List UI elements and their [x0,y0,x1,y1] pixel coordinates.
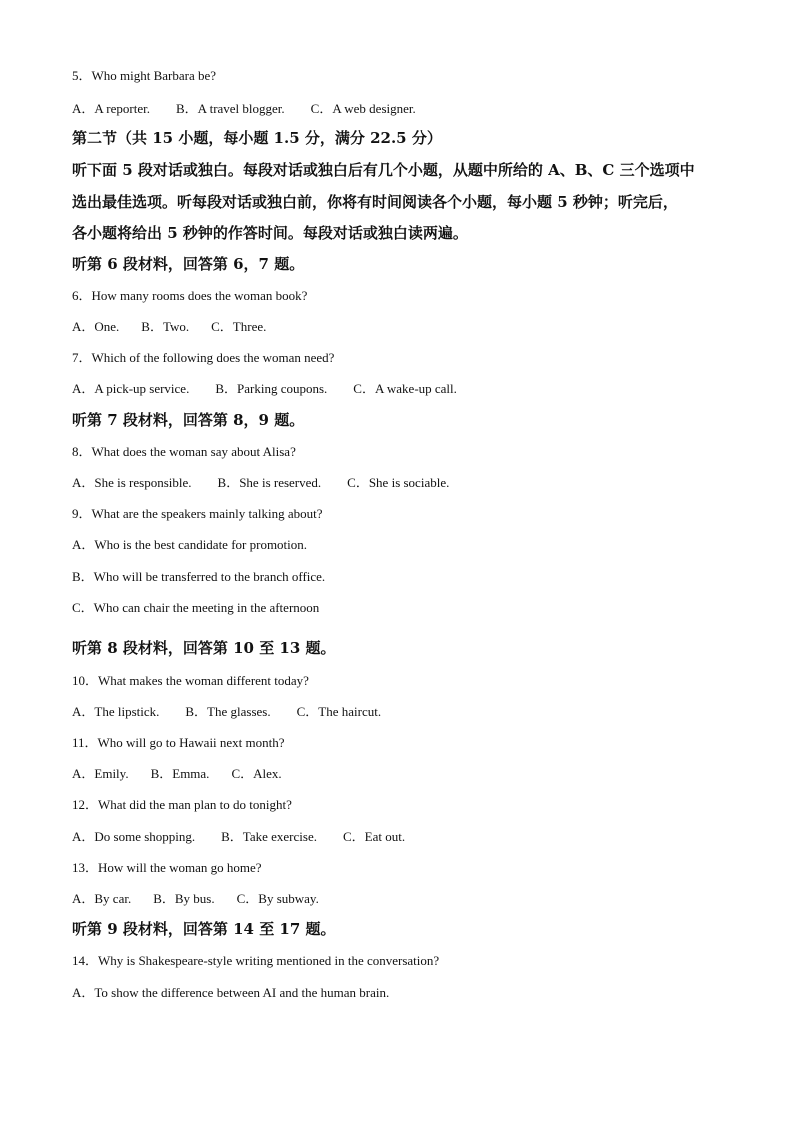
q9-option-c: C．Who can chair the meeting in the afternoon [72,600,320,615]
q10-question: 10．What makes the woman different today? [72,673,309,688]
q12-option-a: A．Do some shopping. [72,829,196,844]
q10-options [72,703,381,721]
q13-option-b: B．By bus. [153,891,215,906]
q9-option-b: B．Who will be transferred to the branch office. [72,569,326,584]
section2-instruction-2: 选出最佳选项。听每段对话或独白前，你将有时间阅读各个小题，每小题 5 秒钟；听完后， [72,193,678,211]
q13-option-a: A．By car. [72,891,132,906]
q6-option-a: A．One. [72,319,120,334]
q13-option-c: C．By subway. [236,891,319,906]
q10-option-b: B．The glasses. [185,704,271,719]
q11-option-b: B．Emma. [150,766,210,781]
q11-option-a: A．Emily. [72,766,129,781]
q7-option-b: B．Parking coupons. [215,381,328,396]
q12-question: 12．What did the man plan to do tonight? [72,797,292,812]
q6-options [72,318,266,336]
material-7-heading: 听第 7 段材料，回答第 8，9 题。 [72,411,305,429]
q5-options [72,100,416,118]
q13-question: 13．How will the woman go home? [72,860,262,875]
q7-option-c: C．A wake-up call. [353,381,457,396]
q6-option-c: C．Three. [211,319,267,334]
q7-option-a: A．A pick-up service. [72,381,190,396]
q11-options [72,765,282,783]
q12-options [72,828,405,846]
material-9-heading: 听第 9 段材料，回答第 14 至 17 题。 [72,920,336,938]
material-6-heading: 听第 6 段材料，回答第 6，7 题。 [72,255,305,273]
section2-instruction-3: 各小题将给出 5 秒钟的作答时间。每段对话或独白读两遍。 [72,224,468,242]
q7-options [72,380,457,398]
q5-option-b: B．A travel blogger. [175,101,285,116]
q5-question: 5．Who might Barbara be? [72,68,217,83]
q8-options [72,474,449,492]
q5-option-a: A．A reporter. [72,101,150,116]
q8-option-c: C．She is sociable. [347,475,450,490]
q14-question: 14．Why is Shakespeare-style writing mentioned in the conversation? [72,953,440,968]
q10-option-a: A．The lipstick. [72,704,160,719]
q6-option-b: B．Two. [141,319,190,334]
section2-instruction-1: 听下面 5 段对话或独白。每段对话或独白后有几个小题，从题中所给的 A、B、C 三个选项中 [72,161,695,179]
q8-question: 8．What does the woman say about Alisa? [72,444,296,459]
material-8-heading: 听第 8 段材料，回答第 10 至 13 题。 [72,639,336,657]
q9-option-a: A．Who is the best candidate for promotion. [72,537,308,552]
q9-question: 9．What are the speakers mainly talking about? [72,506,323,521]
q6-question: 6．How many rooms does the woman book? [72,288,308,303]
q13-options [72,890,319,908]
q5-option-c: C．A web designer. [310,101,416,116]
q12-option-b: B．Take exercise. [221,829,317,844]
section2-title: 第二节（共 15 小题，每小题 1.5 分，满分 22.5 分） [72,129,442,147]
q8-option-b: B．She is reserved. [217,475,322,490]
q12-option-c: C．Eat out. [342,829,406,844]
q10-option-c: C．The haircut. [296,704,382,719]
q7-question: 7．Which of the following does the woman need? [72,350,335,365]
q8-option-a: A．She is responsible. [72,475,192,490]
q11-question: 11．Who will go to Hawaii next month? [72,735,285,750]
q11-option-c: C．Alex. [231,766,282,781]
q14-option-a: A．To show the difference between AI and the human brain. [72,985,390,1000]
